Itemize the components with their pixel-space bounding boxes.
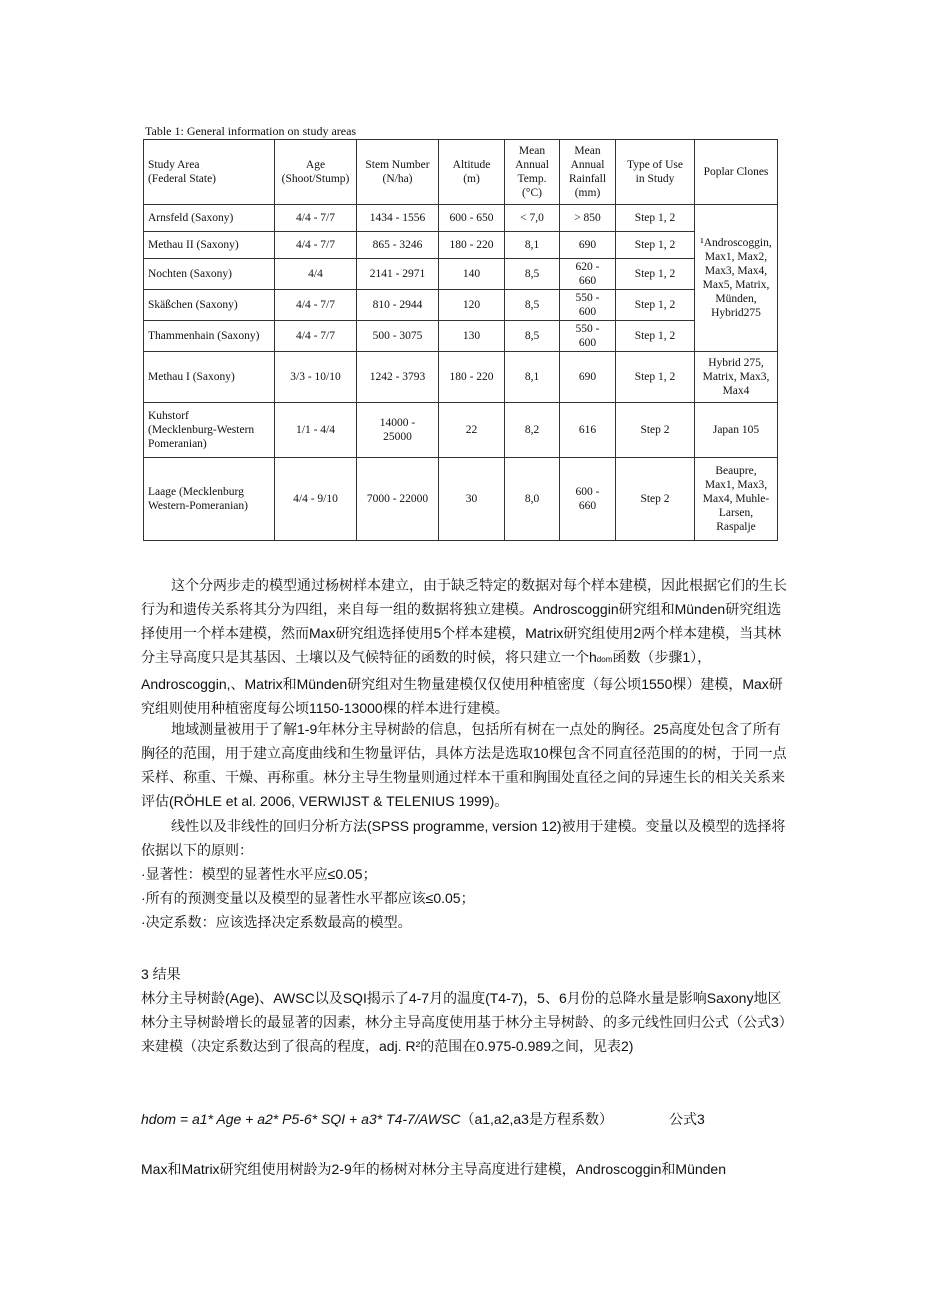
cell-rainfall: 690: [560, 352, 616, 403]
cell-study-area: Thammenhain (Saxony): [144, 321, 275, 352]
cell-stem-number: 500 - 3075: [357, 321, 439, 352]
cell-altitude: 120: [439, 290, 505, 321]
bullet-significance: ·显著性：模型的显著性水平应≤0.05；: [141, 866, 377, 882]
cell-temp: 8,5: [505, 290, 560, 321]
paragraph-regression: 线性以及非线性的回归分析方法(SPSS programme, version 12)被用于建模。变量以及模型的选择将依据以下的原则：: [141, 818, 786, 858]
table-row: [144, 352, 778, 403]
cell-age: 3/3 - 10/10: [275, 352, 357, 403]
header-stem: Stem Number (N/ha): [357, 140, 439, 205]
cell-type-of-use: Step 1, 2: [616, 259, 695, 290]
cell-type-of-use: Step 2: [616, 458, 695, 541]
cell-rainfall: > 850: [560, 205, 616, 232]
cell-type-of-use: Step 1, 2: [616, 290, 695, 321]
cell-age: 4/4 - 7/7: [275, 321, 357, 352]
cell-temp: 8,2: [505, 403, 560, 458]
bullet-determination: ·决定系数：应该选择决定系数最高的模型。: [141, 914, 412, 930]
cell-rainfall: 550 - 600: [560, 321, 616, 352]
cell-age: 4/4 - 7/7: [275, 290, 357, 321]
section-heading: 3 结果: [141, 966, 181, 982]
cell-altitude: 130: [439, 321, 505, 352]
cell-poplar-clones: Beaupre, Max1, Max3, Max4, Muhle- Larsen, Raspalje: [695, 458, 778, 541]
cell-type-of-use: Step 1, 2: [616, 232, 695, 259]
cell-study-area: Skäßchen (Saxony): [144, 290, 275, 321]
study-area-table: [143, 139, 778, 541]
table-header-row: [144, 140, 778, 205]
cell-temp: < 7,0: [505, 205, 560, 232]
table-row: [144, 403, 778, 458]
header-temp: Mean Annual Temp. (°C): [505, 140, 560, 205]
formula-label: 公式3: [668, 1111, 705, 1127]
cell-study-area: Arnsfeld (Saxony): [144, 205, 275, 232]
cell-altitude: 22: [439, 403, 505, 458]
cell-temp: 8,1: [505, 352, 560, 403]
cell-temp: 8,5: [505, 259, 560, 290]
table-row: [144, 458, 778, 541]
header-rain: Mean Annual Rainfall (mm): [560, 140, 616, 205]
cell-type-of-use: Step 1, 2: [616, 321, 695, 352]
bullet-predictors: ·所有的预测变量以及模型的显著性水平都应该≤0.05；: [141, 890, 475, 906]
cell-temp: 8,0: [505, 458, 560, 541]
cell-stem-number: 810 - 2944: [357, 290, 439, 321]
cell-altitude: 140: [439, 259, 505, 290]
paragraph-survey: 地域测量被用于了解1-9年林分主导树龄的信息，包括所有树在一点处的胸径。25高度处包含了所有胸径的范围，用于建立高度曲线和生物量评估，具体方法是选取10棵包含不同直径范围的的树，于同一点采样、称重、干燥、再称重。林分主导生物量则通过样本干重和胸围处直径之间的异速生长的相关关系来评估(RÖHLE et al. 2006, VERWIJST & TELENIUS 1999)。: [141, 721, 787, 809]
table-row: [144, 259, 778, 290]
paragraph-results: 林分主导树龄(Age)、AWSC以及SQI揭示了4-7月的温度(T4-7)，5、6月份的总降水量是影响Saxony地区林分主导树龄增长的最显著的因素，林分主导高度使用基于林分主导树龄、的多元线性回归公式（公式3）来建模（决定系数达到了很高的程度，adj. R²的范围在0.975-0.989之间，见表2): [141, 990, 786, 1054]
cell-rainfall: 550 - 600: [560, 290, 616, 321]
table-caption: Table 1: General information on study areas: [145, 124, 357, 138]
table-row: [144, 290, 778, 321]
cell-study-area: Laage (Mecklenburg Western-Pomeranian): [144, 458, 275, 541]
cell-poplar-clones: Japan 105: [695, 403, 778, 458]
cell-type-of-use: Step 2: [616, 403, 695, 458]
cell-rainfall: 620 - 660: [560, 259, 616, 290]
header-altitude: Altitude (m): [439, 140, 505, 205]
cell-poplar-clones: Hybrid 275, Matrix, Max3, Max4: [695, 352, 778, 403]
cell-stem-number: 1434 - 1556: [357, 205, 439, 232]
cell-rainfall: 600 - 660: [560, 458, 616, 541]
cell-type-of-use: Step 1, 2: [616, 205, 695, 232]
formula-note: （a1,a2,a3是方程系数）: [460, 1111, 613, 1127]
cell-stem-number: 865 - 3246: [357, 232, 439, 259]
cell-poplar-clones: ¹Androscoggin, Max1, Max2, Max3, Max4, Max5, Matrix, Münden, Hybrid275: [695, 205, 778, 352]
cell-altitude: 600 - 650: [439, 205, 505, 232]
header-clones: Poplar Clones: [695, 140, 778, 205]
formula: hdom = a1* Age + a2* P5-6* SQI + a3* T4-7/AWSC: [141, 1111, 461, 1127]
cell-type-of-use: Step 1, 2: [616, 352, 695, 403]
cell-stem-number: 14000 - 25000: [357, 403, 439, 458]
cell-age: 4/4 - 9/10: [275, 458, 357, 541]
header-age: Age (Shoot/Stump): [275, 140, 357, 205]
cell-altitude: 180 - 220: [439, 232, 505, 259]
table-row: [144, 232, 778, 259]
paragraph-method: 这个分两步走的模型通过杨树样本建立，由于缺乏特定的数据对每个样本建模，因此根据它们的生长行为和遗传关系将其分为四组，来自每一组的数据将独立建模。Androscoggin研究组和Münden研究组选择使用一个样本建模，然而Max研究组选择使用5个样本建模，Matrix研究组使用2两个样本建模，当其林分主导高度只是其基因、土壤以及气候特征的函数的时候，将只建立一个hdom函数（步骤1），Androscoggin,、Matrix和Münden研究组对生物量建模仅仅使用种植密度（每公顷1550棵）建模，Max研究组则使用种植密度每公顷1150-13000棵的样本进行建模。: [141, 577, 787, 716]
table-row: [144, 205, 778, 232]
cell-study-area: Methau II (Saxony): [144, 232, 275, 259]
cell-age: 4/4 - 7/7: [275, 205, 357, 232]
paragraph-last-line: Max和Matrix研究组使用树龄为2-9年的杨树对林分主导高度进行建模，Androscoggin和Münden: [141, 1161, 726, 1177]
cell-stem-number: 7000 - 22000: [357, 458, 439, 541]
cell-study-area: Methau I (Saxony): [144, 352, 275, 403]
cell-study-area: Kuhstorf (Mecklenburg-Western Pomeranian): [144, 403, 275, 458]
cell-altitude: 30: [439, 458, 505, 541]
header-study-area: Study Area (Federal State): [144, 140, 275, 205]
cell-temp: 8,5: [505, 321, 560, 352]
cell-temp: 8,1: [505, 232, 560, 259]
cell-age: 4/4 - 7/7: [275, 232, 357, 259]
formula-line: [141, 1107, 705, 1131]
cell-altitude: 180 - 220: [439, 352, 505, 403]
cell-rainfall: 616: [560, 403, 616, 458]
cell-rainfall: 690: [560, 232, 616, 259]
table-row: [144, 321, 778, 352]
cell-age: 4/4: [275, 259, 357, 290]
header-use: Type of Use in Study: [616, 140, 695, 205]
cell-stem-number: 1242 - 3793: [357, 352, 439, 403]
cell-age: 1/1 - 4/4: [275, 403, 357, 458]
cell-stem-number: 2141 - 2971: [357, 259, 439, 290]
cell-study-area: Nochten (Saxony): [144, 259, 275, 290]
